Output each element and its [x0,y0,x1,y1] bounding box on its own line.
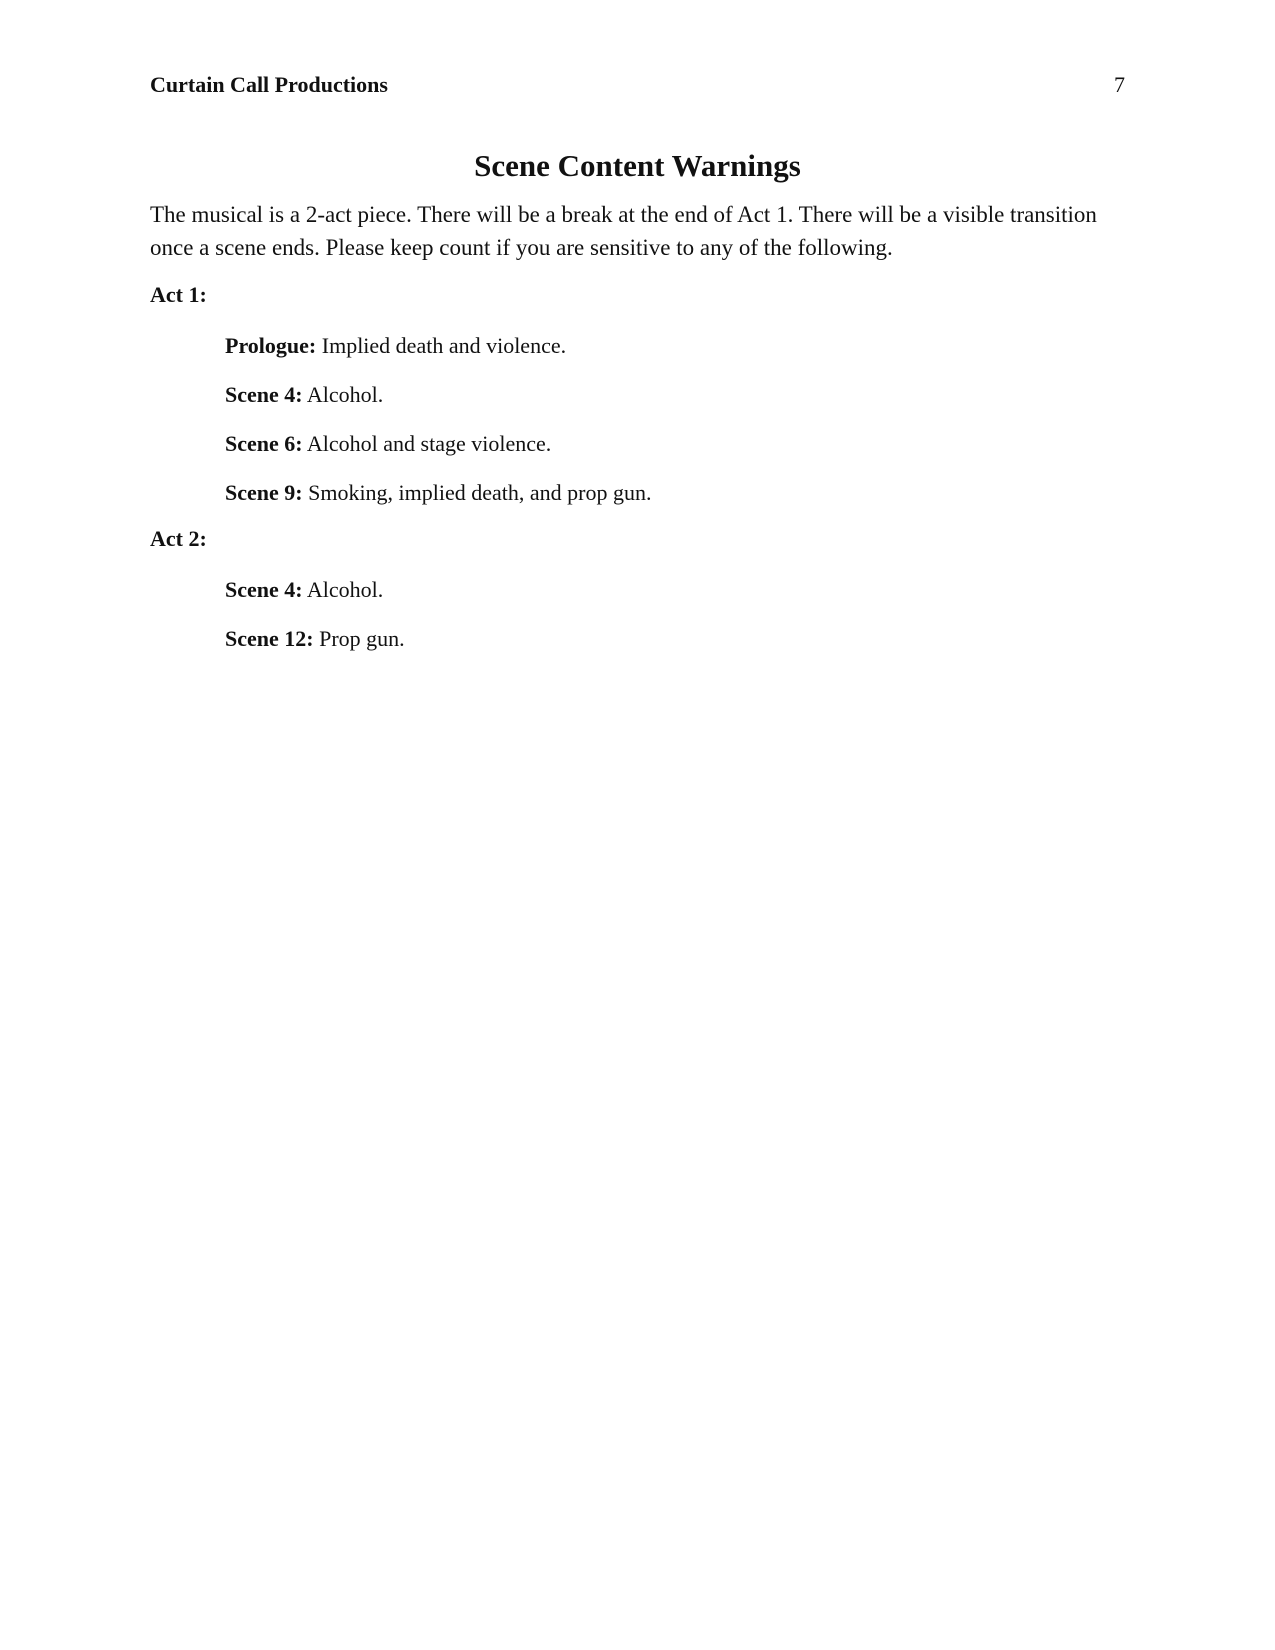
scene-label: Scene 4: [225,382,303,407]
act-2-heading: Act 2: [150,526,207,551]
scene-warning: Alcohol. [306,382,384,407]
scene-warning: Smoking, implied death, and prop gun. [308,480,652,505]
list-item [225,380,1125,429]
scene-label: Scene 9: [225,480,303,505]
list-item [225,575,1125,624]
scene-label: Scene 12: [225,626,314,651]
page-title: Scene Content Warnings [474,148,801,183]
list-item [225,624,1125,673]
list-item [225,478,1125,527]
intro-paragraph: The musical is a 2-act piece. There will be a break at the end of Act 1. There will be a visible transition once a scene ends. Please keep count if you are sensitive to any of the following. [150,202,1097,260]
act-2-scene-list [225,575,1125,673]
scene-label: Scene 6: [225,431,303,456]
list-item [225,331,1125,380]
scene-warning: Alcohol and stage violence. [306,431,552,456]
act-1-heading: Act 1: [150,282,207,307]
scene-warning: Alcohol. [306,577,384,602]
organization-name: Curtain Call Productions [150,72,388,97]
scene-warning: Prop gun. [319,626,405,651]
page-header [150,72,1125,104]
page-number: 7 [1114,72,1125,97]
scene-label: Scene 4: [225,577,303,602]
list-item [225,429,1125,478]
act-1-scene-list [225,331,1125,527]
scene-warning: Implied death and violence. [321,333,567,358]
scene-label: Prologue: [225,333,317,358]
